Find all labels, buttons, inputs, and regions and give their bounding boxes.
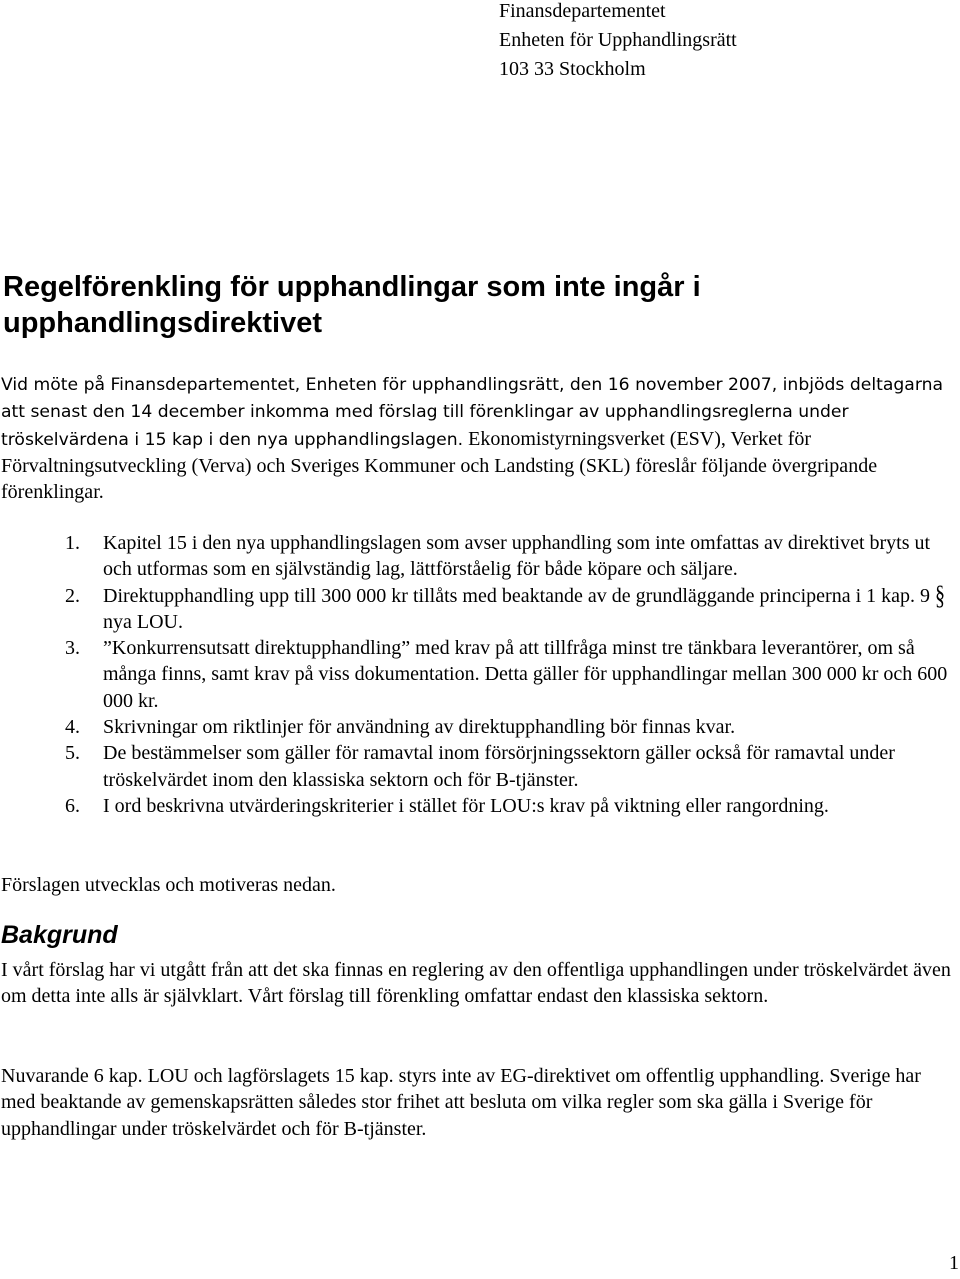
list-item-text: ”Konkurrensutsatt direktupphandling” med krav på att tillfråga minst tre tänkbara leverantörer, om så många finns, samt krav på viss dokumentation. Detta gäller för upphandlingar mellan 300 000 kr och 600 000 kr.	[103, 637, 948, 712]
section-heading-bakgrund: Bakgrund	[1, 921, 118, 949]
proposals-list	[65, 530, 960, 819]
list-item-number: 2.	[65, 584, 80, 607]
list-item-text: Direktupphandling upp till 300 000 kr tillåts med beaktande av de grundläggande principerna i 1 kap. 9	[103, 584, 931, 607]
summary-sentence: Förslagen utvecklas och motiveras nedan.	[1, 874, 336, 896]
list-item	[65, 714, 960, 740]
intro-rest: Ekonomistyrningsverket (ESV), Verket för Förvaltningsutveckling (Verva) och Sveriges Kommuner och Landsting (SKL) föreslår följande övergripande förenklingar.	[1, 427, 878, 504]
list-item-number: 4.	[65, 716, 80, 739]
address-line-1: Finansdepartementet	[499, 0, 666, 22]
list-item	[65, 635, 960, 714]
list-item	[65, 530, 960, 583]
address-line-3: 103 33 Stockholm	[499, 58, 646, 80]
address-line-2: Enheten för Upphandlingsrätt	[499, 29, 737, 51]
list-item-text-after: nya LOU.	[103, 610, 183, 633]
document-title: Regelförenkling för upphandlingar som inte ingår i upphandlingsdirektivet	[3, 271, 701, 339]
list-item	[65, 740, 960, 793]
list-item-number: 6.	[65, 794, 80, 817]
page-number: 1	[949, 1252, 959, 1274]
list-item-number: 5.	[65, 742, 80, 765]
list-item-text: I ord beskrivna utvärderingskriterier i stället för LOU:s krav på viktning eller rangordning.	[103, 794, 829, 817]
list-item-text: Skrivningar om riktlinjer för användning av direktupphandling bör finnas kvar.	[103, 716, 736, 739]
list-item	[65, 793, 960, 819]
list-item-text: De bestämmelser som gäller för ramavtal inom försörjningssektorn gäller också för ramavtal under tröskelvärdet inom den klassiska sektorn och för B-tjänster.	[103, 742, 895, 791]
intro-paragraph	[1, 371, 959, 505]
section-symbol: §	[935, 580, 946, 611]
list-item-number: 3.	[65, 637, 80, 660]
background-paragraph-2: Nuvarande 6 kap. LOU och lagförslagets 15 kap. styrs inte av EG-direktivet om offentlig upphandling. Sverige har med beaktande av gemenskapsrätten således stor frihet att besluta om vilka regler som ska gälla i Sverige för upphandlingar under tröskelvärdet och för B-tjänster.	[1, 1065, 921, 1140]
list-item	[65, 580, 960, 636]
recipient-address	[499, 0, 737, 84]
list-item-text: Kapitel 15 i den nya upphandlingslagen som avser upphandling som inte omfattas av direktivet bryts ut och utformas som en självständig lag, lättförståelig för både köpare och säljare.	[103, 532, 931, 581]
list-item-number: 1.	[65, 532, 80, 554]
background-paragraph-1: I vårt förslag har vi utgått från att det ska finnas en reglering av den offentliga upphandlingen under tröskelvärdet även om detta inte alls är självklart. Vårt förslag till förenkling omfattar endast den klassiska sektorn.	[1, 959, 951, 1008]
intro-lead: Vid möte på Finansdepartementet, Enheten för upphandlingsrätt, den 16 november 2007, inbjöds deltagarna att senast den 14 december inkomma med förslag till förenklingar av upphandlingsreglerna under tröskelvärdena i 15 kap i den nya upphandlingslagen.	[1, 375, 944, 450]
